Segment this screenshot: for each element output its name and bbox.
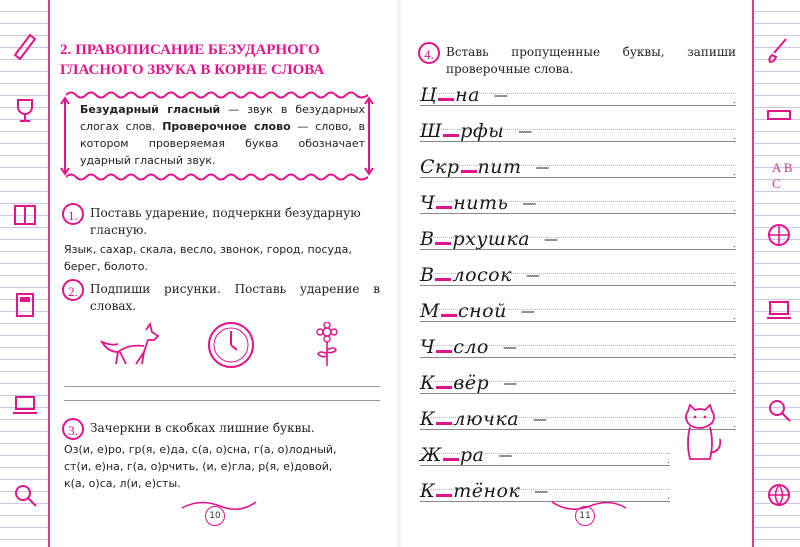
word-row xyxy=(420,224,736,254)
word-start: В xyxy=(420,264,435,286)
copybook-word xyxy=(420,444,484,466)
end-dot: . xyxy=(732,95,736,106)
task-2-number: 2. xyxy=(62,279,84,301)
word-start: Ч xyxy=(420,336,436,358)
copybook-word xyxy=(420,228,530,250)
left-decor-band xyxy=(0,0,50,547)
laptop-icon xyxy=(10,390,40,420)
left-arrow-border xyxy=(60,96,70,176)
word-start: К xyxy=(420,372,436,394)
end-dot: . xyxy=(732,383,736,394)
dash-mark: — xyxy=(503,376,518,392)
word-end: лосок xyxy=(452,264,512,286)
copybook-word xyxy=(420,192,508,214)
copybook-word xyxy=(420,120,504,142)
clock-picture xyxy=(206,320,256,374)
word-start: Ж xyxy=(420,444,442,466)
copybook-word xyxy=(420,156,522,178)
paint-brush-icon xyxy=(764,35,794,65)
title-number: 2. xyxy=(60,42,72,58)
rule-term-check-word: Проверочное слово xyxy=(162,120,291,133)
word-start: Скр xyxy=(420,156,460,178)
copybook-word xyxy=(420,408,519,430)
word-end: на xyxy=(455,84,480,106)
end-dot: . xyxy=(732,311,736,322)
task-3-instruction: Зачеркни в скобках лишние буквы. xyxy=(90,421,315,435)
copybook-word xyxy=(420,480,520,502)
basketball-icon xyxy=(764,480,794,510)
end-dot: . xyxy=(732,239,736,250)
word-start: Ц xyxy=(420,84,438,106)
ruler-icon xyxy=(764,100,794,130)
bottom-wavy-border xyxy=(66,172,368,182)
page-number-left: 10 xyxy=(205,506,225,526)
word-start: М xyxy=(420,300,440,322)
end-dot: . xyxy=(666,491,670,502)
word-start: Ш xyxy=(420,120,443,142)
word-end: пит xyxy=(477,156,522,178)
abc-letters: A B C xyxy=(772,160,793,191)
page-number-right: 11 xyxy=(575,506,595,526)
word-row xyxy=(420,440,670,470)
right-arrow-border xyxy=(364,96,374,176)
end-dot: . xyxy=(732,419,736,430)
end-dot: . xyxy=(666,455,670,466)
dash-mark: — xyxy=(534,484,549,500)
task-1-words: Язык, сахар, скала, весло, звонок, город, посуда, берег, болото. xyxy=(64,243,352,273)
missing-letter-gap[interactable] xyxy=(443,458,459,461)
dash-mark: — xyxy=(533,412,548,428)
pencil-icon xyxy=(10,30,40,60)
dash-mark: — xyxy=(544,232,559,248)
word-end: рхушка xyxy=(452,228,531,250)
dash-mark: — xyxy=(520,304,535,320)
top-wavy-border xyxy=(66,90,368,100)
flower-picture xyxy=(312,322,342,372)
word-row xyxy=(420,368,736,398)
word-end: вёр xyxy=(453,372,490,394)
task-3-line-3: к(а, о)са, л(и, е)сты. xyxy=(64,477,181,490)
word-end: сло xyxy=(453,336,489,358)
magnifier-icon xyxy=(764,395,794,425)
dash-mark: — xyxy=(525,268,540,284)
dash-mark: — xyxy=(522,196,537,212)
missing-letter-gap[interactable] xyxy=(435,278,451,281)
trophy-icon xyxy=(10,95,40,125)
dash-mark: — xyxy=(498,448,513,464)
page-title xyxy=(60,40,380,80)
word-end: ра xyxy=(459,444,485,466)
missing-letter-gap[interactable] xyxy=(436,206,452,209)
right-decor-band xyxy=(752,0,800,547)
missing-letter-gap[interactable] xyxy=(438,98,454,101)
task-1-number: 1. xyxy=(62,203,84,225)
copybook-word xyxy=(420,336,489,358)
word-end: лючка xyxy=(453,408,520,430)
word-start: К xyxy=(420,408,436,430)
rule-text xyxy=(80,101,365,169)
task-3-number: 3. xyxy=(62,418,84,440)
word-row xyxy=(420,116,736,146)
rule-definition-1: — звук в безударных слогах слов. xyxy=(80,103,365,133)
task-1-instruction: Поставь ударение, подчеркни безударную гласную. xyxy=(90,206,361,237)
task-3-line-2: ст(и, е)на, г(а, о)рчить, (и, е)гла, р(я, е)довой, xyxy=(64,460,333,473)
title-text: ПРАВОПИСАНИЕ БЕЗУДАРНОГО ГЛАСНОГО ЗВУКА В КОРНЕ СЛОВА xyxy=(60,42,325,78)
copybook-word xyxy=(420,372,489,394)
word-row xyxy=(420,332,736,362)
word-start: К xyxy=(420,480,436,502)
end-dot: . xyxy=(732,347,736,358)
book-icon xyxy=(10,200,40,230)
word-row xyxy=(420,260,736,290)
rule-term-unstressed: Безударный гласный xyxy=(80,103,221,116)
cat-picture xyxy=(676,403,728,467)
calculator-icon xyxy=(10,290,40,320)
rule-definition-2: — слово, в котором проверяемая буква обозначает ударный гласный звук. xyxy=(80,120,365,167)
page-gutter xyxy=(396,0,402,547)
fox-picture xyxy=(98,322,166,372)
word-end: нить xyxy=(453,192,509,214)
copybook-word xyxy=(420,264,512,286)
missing-letter-gap[interactable] xyxy=(443,134,459,137)
word-row xyxy=(420,152,736,182)
end-dot: . xyxy=(732,131,736,142)
word-end: рфы xyxy=(460,120,505,142)
word-end: сной xyxy=(457,300,507,322)
dash-mark: — xyxy=(535,160,550,176)
word-start: Ч xyxy=(420,192,436,214)
task-4-instruction: Вставь пропущенные буквы, запиши проверочные слова. xyxy=(446,45,736,76)
dash-mark: — xyxy=(493,88,508,104)
magnifier-icon xyxy=(10,480,40,510)
globe-icon xyxy=(764,220,794,250)
copybook-word xyxy=(420,84,480,106)
laptop-icon xyxy=(764,295,794,325)
word-row xyxy=(420,296,736,326)
word-row xyxy=(420,188,736,218)
word-row xyxy=(420,476,670,506)
missing-letter-gap[interactable] xyxy=(435,242,451,245)
task-4-number: 4. xyxy=(418,42,440,64)
missing-letter-gap[interactable] xyxy=(436,386,452,389)
end-dot: . xyxy=(732,203,736,214)
task-3-line-1: Оз(и, е)ро, гр(я, е)да, с(а, о)сна, г(а, о)лодный, xyxy=(64,443,337,456)
word-end: тёнок xyxy=(453,480,521,502)
task-2-instruction: Подпиши рисунки. Поставь ударение в словах. xyxy=(90,282,380,313)
missing-letter-gap[interactable] xyxy=(436,350,452,353)
answer-line-1[interactable] xyxy=(64,386,380,387)
missing-letter-gap[interactable] xyxy=(441,314,457,317)
copybook-word xyxy=(420,300,507,322)
end-dot: . xyxy=(732,275,736,286)
dash-mark: — xyxy=(502,340,517,356)
answer-line-2[interactable] xyxy=(64,400,380,401)
missing-letter-gap[interactable] xyxy=(436,494,452,497)
dash-mark: — xyxy=(518,124,533,140)
missing-letter-gap[interactable] xyxy=(436,422,452,425)
word-start: В xyxy=(420,228,435,250)
missing-letter-gap[interactable] xyxy=(461,170,477,173)
end-dot: . xyxy=(732,167,736,178)
word-row xyxy=(420,80,736,110)
